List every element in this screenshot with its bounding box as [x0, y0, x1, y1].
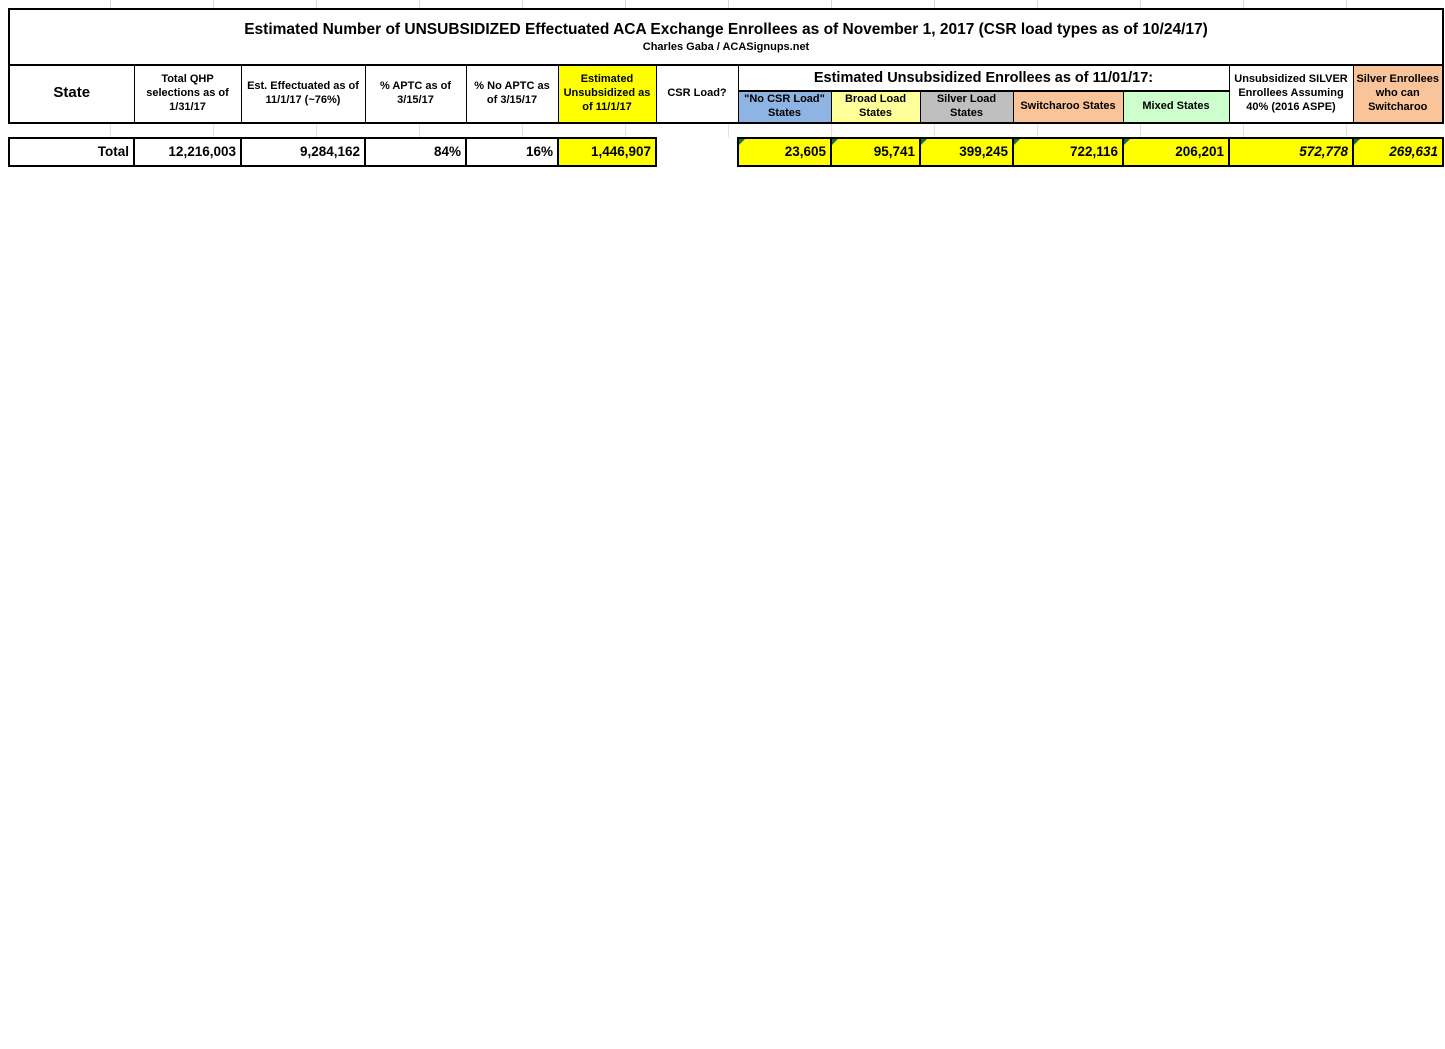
total-unsubsidized: 1,446,907 [558, 138, 656, 166]
col-header-broad-load-states: Broad Load States [831, 91, 920, 123]
spreadsheet-gridlines-top [8, 0, 1445, 8]
total-row [9, 138, 1443, 166]
spreadsheet [0, 8, 1445, 167]
col-header-unsubsidized: Estimated Unsubsidized as of 11/1/17 [558, 65, 656, 123]
total-effectuated: 9,284,162 [241, 138, 365, 166]
col-header-no-aptc: % No APTC as of 3/15/17 [466, 65, 558, 123]
col-header-aptc: % APTC as of 3/15/17 [365, 65, 466, 123]
total-no-aptc-pct: 16% [466, 138, 558, 166]
col-header-state: State [9, 65, 134, 123]
col-header-silver-40: Unsubsidized SILVER Enrollees Assuming 40% (2016 ASPE) [1229, 65, 1353, 123]
total-qhp: 12,216,003 [134, 138, 241, 166]
total-no-csr-load: 23,605 [738, 138, 831, 166]
col-header-effectuated: Est. Effectuated as of 11/1/17 (~76%) [241, 65, 365, 123]
col-header-mixed-states: Mixed States [1123, 91, 1229, 123]
total-can-switcharoo: 269,631 [1353, 138, 1443, 166]
spreadsheet-gridlines-gap [8, 124, 1445, 137]
total-row-table [8, 137, 1444, 167]
group-header-unsubsidized-enrollees: Estimated Unsubsidized Enrollees as of 11/01/17: [738, 65, 1229, 91]
total-silver-load: 399,245 [920, 138, 1013, 166]
total-label: Total [9, 138, 134, 166]
enrollment-table [8, 8, 1444, 124]
total-switcharoo: 722,116 [1013, 138, 1123, 166]
col-header-silver-load-states: Silver Load States [920, 91, 1013, 123]
total-silver-40: 572,778 [1229, 138, 1353, 166]
table-title-block [9, 9, 1443, 65]
col-header-switcharoo-states: Switcharoo States [1013, 91, 1123, 123]
page-title: Estimated Number of UNSUBSIDIZED Effectuated ACA Exchange Enrollees as of November 1, 2017 (CSR load types as of 10/24/17) [244, 21, 1208, 39]
total-aptc-pct: 84% [365, 138, 466, 166]
total-mixed: 206,201 [1123, 138, 1229, 166]
col-header-csr-load: CSR Load? [656, 65, 738, 123]
total-csr-spacer [656, 138, 738, 166]
total-broad-load: 95,741 [831, 138, 920, 166]
col-header-can-switcharoo: Silver Enrollees who can Switcharoo [1353, 65, 1443, 123]
col-header-qhp: Total QHP selections as of 1/31/17 [134, 65, 241, 123]
page-subtitle: Charles Gaba / ACASignups.net [642, 40, 810, 53]
col-header-no-csr-load-states: "No CSR Load" States [738, 91, 831, 123]
